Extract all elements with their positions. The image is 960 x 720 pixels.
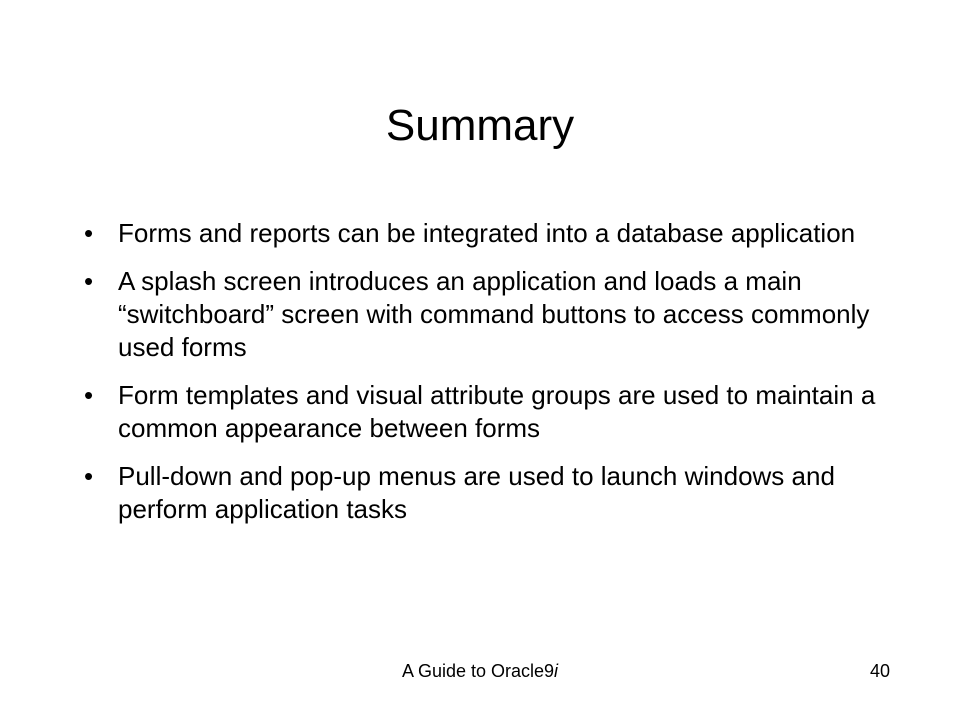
bullet-marker: • (84, 380, 94, 410)
slide-title: Summary (385, 101, 575, 150)
bullet-item (84, 460, 884, 526)
bullet-list (84, 217, 884, 541)
bullet-item (84, 217, 884, 250)
bullet-marker: • (84, 266, 94, 296)
footer-text-prefix: A Guide to Oracle9 (401, 661, 555, 681)
bullet-text: Forms and reports can be integrated into a database application (118, 218, 856, 248)
page-number: 40 (869, 661, 890, 681)
bullet-text: Form templates and visual attribute groups are used to maintain a common appearance between forms (118, 380, 876, 443)
bullet-item (84, 265, 884, 364)
bullet-text: A splash screen introduces an application and loads a main “switchboard” screen with command buttons to access commonly used forms (118, 266, 870, 362)
bullet-marker: • (84, 218, 94, 248)
footer-text-italic: i (554, 661, 559, 681)
bullet-marker: • (84, 461, 94, 491)
bullet-text: Pull-down and pop-up menus are used to launch windows and perform application tasks (118, 461, 835, 524)
bullet-item (84, 379, 884, 445)
